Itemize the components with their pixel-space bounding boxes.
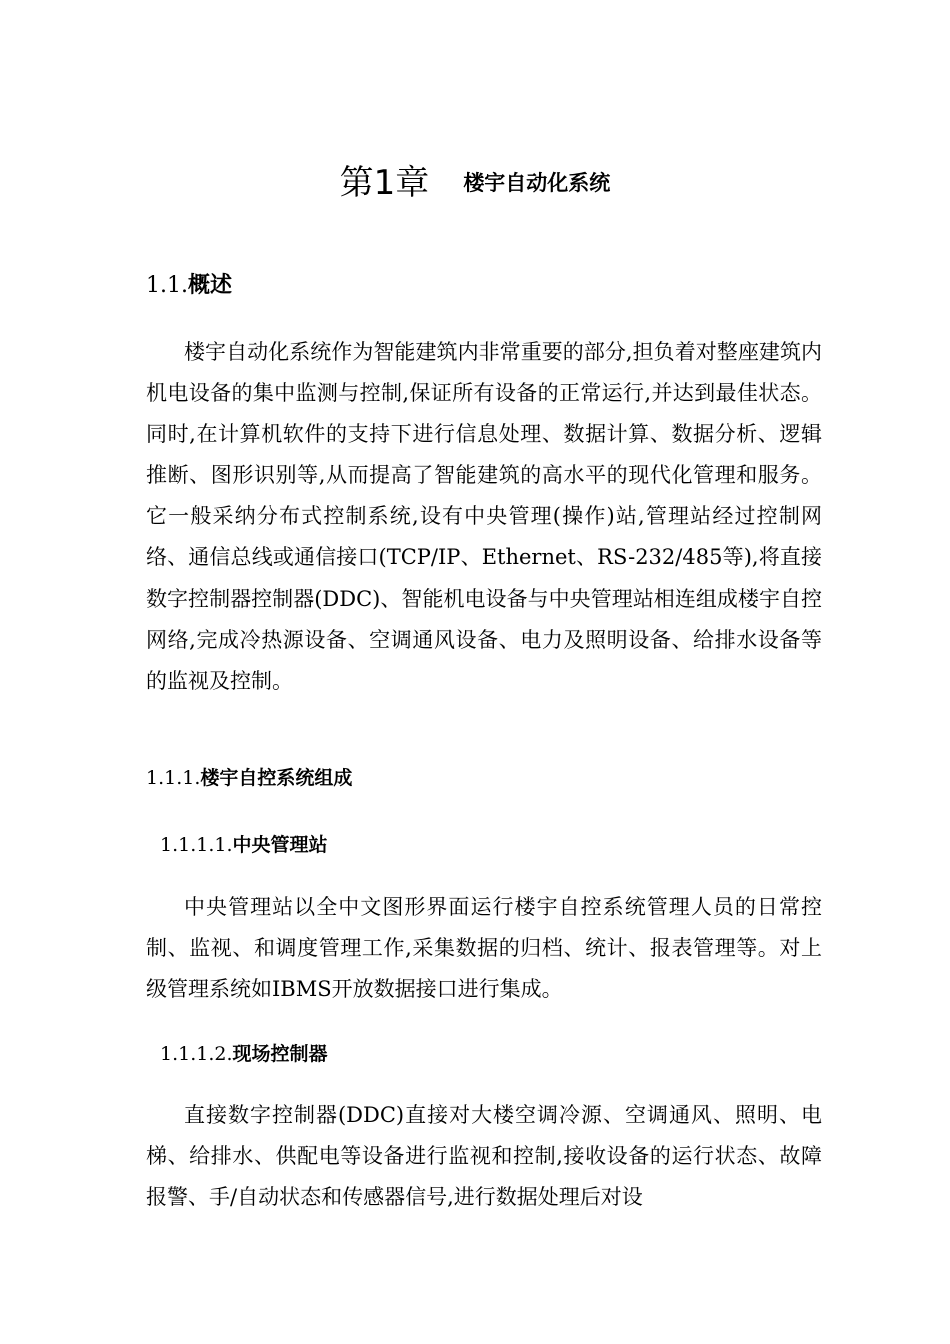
paragraph-overview: 楼宇自动化系统作为智能建筑内非常重要的部分,担负着对整座建筑内机电设备的集中监测与控制,保证所有设备的正常运行,并达到最佳状态。同时,在计算机软件的支持下进行信息处理、数据计算、数据分析、逻辑推断、图形识别等,从而提高了智能建筑的高水平的现代化管理和服务。它一般采纳分布式控制系统,设有中央管理(操作)站,管理站经过控制网络、通信总线或通信接口(TCP/IP、Ethernet、RS-232/485等),将直接数字控制器控制器(DDC)、智能机电设备与中央管理站相连组成楼宇自控网络,完成冷热源设备、空调通风设备、电力及照明设备、给排水设备等的监视及控制。 [146, 340, 822, 693]
paragraph-central-station: 中央管理站以全中文图形界面运行楼宇自控系统管理人员的日常控制、监视、和调度管理工作,采集数据的归档、统计、报表管理等。对上级管理系统如IBMS开放数据接口进行集成。 [146, 895, 822, 1002]
subsubsection-heading-field-controller [160, 1039, 328, 1066]
subsection-heading-composition [146, 763, 352, 790]
subsection-title: 楼宇自控系统组成 [200, 767, 353, 789]
subsubsection-heading-central-station [160, 830, 328, 857]
section-title: 概述 [187, 273, 232, 298]
subsubsection-number: 1.1.1.1. [160, 834, 233, 856]
subsubsection-number: 1.1.1.2. [160, 1043, 233, 1065]
chapter-heading [0, 155, 950, 204]
subsubsection-title: 现场控制器 [232, 1043, 328, 1065]
section-heading-overview [146, 268, 232, 299]
paragraph-field-controller: 直接数字控制器(DDC)直接对大楼空调冷源、空调通风、照明、电梯、给排水、供配电等设备进行监视和控制,接收设备的运行状态、故障报警、手/自动状态和传感器信号,进行数据处理后对设 [146, 1103, 822, 1210]
chapter-number: 第1章 [339, 163, 430, 203]
subsubsection-title: 中央管理站 [232, 834, 328, 856]
subsection-number: 1.1.1. [146, 767, 201, 789]
chapter-title: 楼宇自动化系统 [463, 171, 611, 195]
section-number: 1.1. [146, 273, 188, 298]
